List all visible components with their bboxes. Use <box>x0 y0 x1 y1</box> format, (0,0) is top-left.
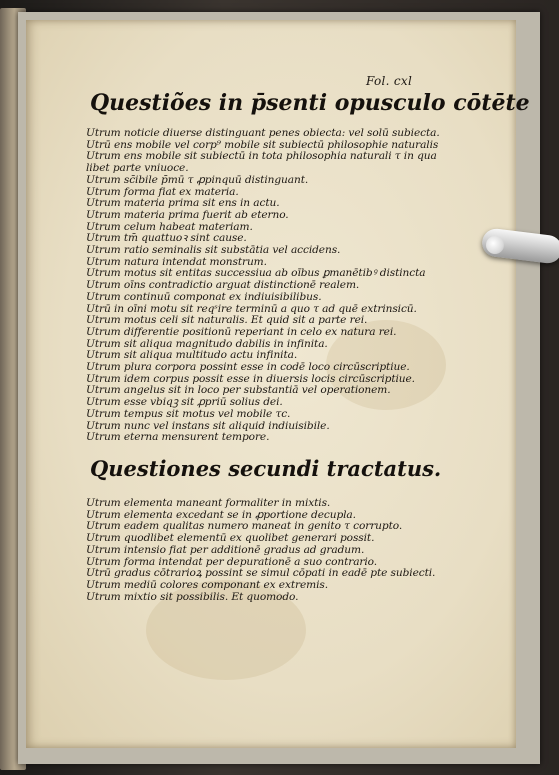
question-line: Utrum oīns contradictio arguat distinctionē realem. <box>86 280 360 292</box>
question-line: Utrum motus sit entitas successiua ab oībus ꝑmanētibꝰ distincta <box>86 268 426 280</box>
question-list-first-treatise <box>86 128 504 444</box>
book-page <box>26 20 530 748</box>
question-line: Utrum mixtio sit possibilis. Et quomodo. <box>86 591 299 603</box>
question-line: Utrum sit aliqua magnitudo dabilis in infinita. <box>86 338 328 350</box>
question-line: Utrum forma fiat ex materia. <box>86 186 239 198</box>
question-line: Utrū ens mobile vel corp⁹ mobile sit subiectū philosophie naturalis <box>86 139 439 151</box>
question-line: Utrum forma intendat per depurationē a suo contrario. <box>86 556 378 568</box>
question-line: Utrum idem corpus possit esse in diuersis locis circūscriptiue. <box>86 373 415 385</box>
question-line: libet parte vniuoce. <box>86 163 189 175</box>
question-line: Utrum sit aliqua multitudo actu infinita. <box>86 350 298 362</box>
question-line: Utrum tempus sit motus vel mobile τc. <box>86 408 291 420</box>
page-heading: Questiões in p̄senti opusculo cōtēte <box>90 90 530 116</box>
question-line: Utrū gradus cōtrarioꝝ possint se simul cōpati in eadē pte subiecti. <box>86 568 436 580</box>
question-line: Utrum eterna mensurent tempore. <box>86 432 270 444</box>
question-line: Utrum continuū componat ex indiuisibilibus. <box>86 291 322 303</box>
question-line: Utrum quodlibet elementū ex quolibet generari possit. <box>86 533 375 545</box>
question-line: Utrum sc̄ibile p̄mū τ ꝓpinquū distinguant. <box>86 174 309 186</box>
question-line: Utrum noticie diuerse distinguant penes obiecta: vel solū subiecta. <box>86 128 440 139</box>
question-line: Utrum mediū colores componant ex extremis. <box>86 579 328 591</box>
question-line: Utrum eadem qualitas numero maneat in genito τ corrupto. <box>86 521 403 533</box>
question-line: Utrum materia prima sit ens in actu. <box>86 198 280 210</box>
question-line: Utrum elementa maneant formaliter in mixtis. <box>86 498 331 509</box>
question-line: Utrum materia prima fuerit ab eterno. <box>86 209 289 221</box>
question-line: Utrum celum habeat materiam. <box>86 221 253 233</box>
folio-number: Fol. cxl <box>366 74 413 88</box>
question-line: Utrum plura corpora possint esse in codē loco circūscriptiue. <box>86 362 410 374</box>
question-line: Utrū in oīni motu sit reqˢire terminū a quo τ ad quē extrinsicū. <box>86 303 417 315</box>
question-line: Utrum ratio seminalis sit substātia vel accidens. <box>86 245 341 257</box>
question-line: Utrum tm̄ quattuoꝛ sint cause. <box>86 233 247 245</box>
question-line: Utrum natura intendat monstrum. <box>86 256 267 268</box>
question-line: Utrum differentie positionū reperiant in celo ex natura rei. <box>86 326 397 338</box>
question-line: Utrum motus celi sit naturalis. Et quid sit a parte rei. <box>86 315 368 327</box>
question-line: Utrum intensio fiat per additionē gradus ad gradum. <box>86 544 365 556</box>
section-heading-second-treatise: Questiones secundi tractatus. <box>90 456 442 481</box>
page-clip-tip <box>486 236 504 254</box>
question-line: Utrum nunc vel instans sit aliquid indiuisibile. <box>86 420 330 432</box>
question-line: Utrum elementa excedant se in ꝓportione decupla. <box>86 509 356 521</box>
question-list-second-treatise <box>86 498 504 603</box>
question-line: Utrum esse vbiqꝫ sit ꝓpriū solius dei. <box>86 397 283 409</box>
question-line: Utrum angelus sit in loco per substantiā vel operationem. <box>86 385 391 397</box>
question-line: Utrum ens mobile sit subiectū in tota philosophia naturali τ in qua <box>86 151 437 163</box>
